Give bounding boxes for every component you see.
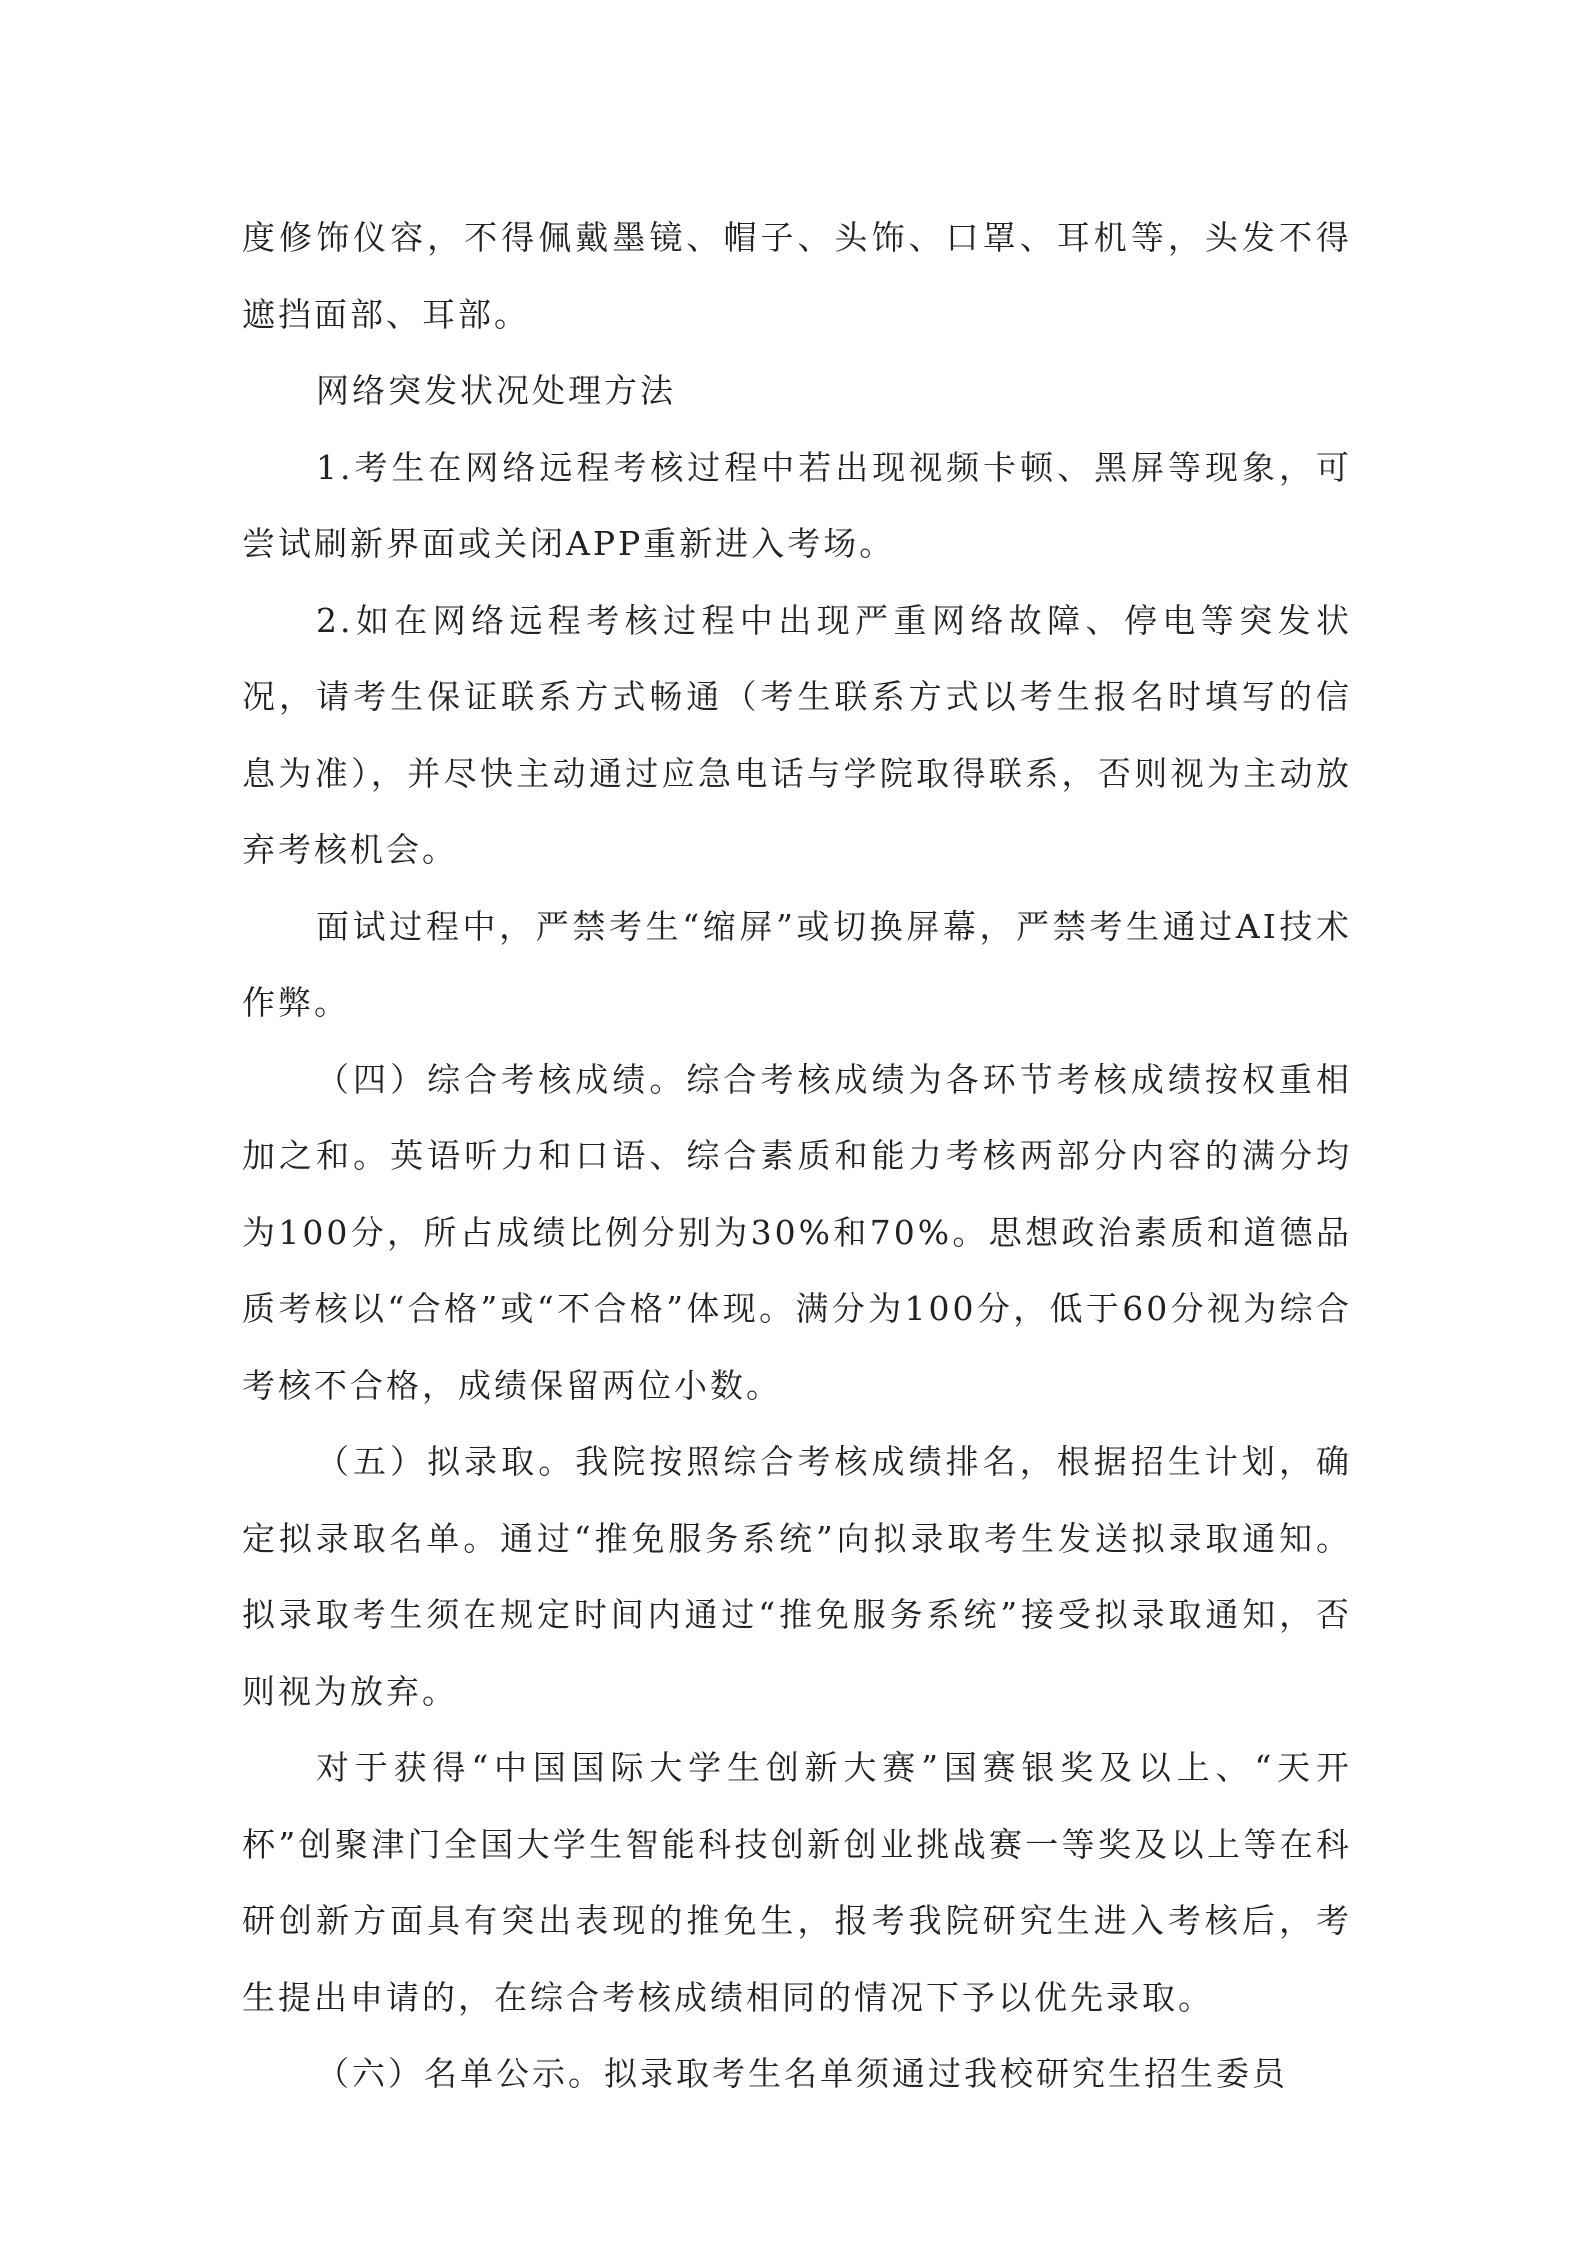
paragraph-section-5-admission: （五）拟录取。我院按照综合考核成绩排名，根据招生计划，确定拟录取名单。通过“推免服务系统”向拟录取考生发送拟录取通知。拟录取考生须在规定时间内通过“推免服务系统”接受拟录取通知，否则视为放弃。 [242,1442,1352,1711]
paragraph-network-item-2: 2.如在网络远程考核过程中出现严重网络故障、停电等突发状况，请考生保证联系方式畅通（考生联系方式以考生报名时填写的信息为准），并尽快主动通过应急电话与学院取得联系，否则视为主动放弃考核机会。 [242,600,1352,869]
paragraph-network-item-1: 1.考生在网络远程考核过程中若出现视频卡顿、黑屏等现象，可尝试刷新界面或关闭APP重新进入考场。 [242,447,1352,563]
paragraph-interview-rule: 面试过程中，严禁考生“缩屏”或切换屏幕，严禁考生通过AI技术作弊。 [242,906,1352,1022]
paragraph-priority-admission: 对于获得“中国国际大学生创新大赛”国赛银奖及以上、“天开杯”创聚津门全国大学生智能科技创新创业挑战赛一等奖及以上等在科研创新方面具有突出表现的推免生，报考我院研究生进入考核后，考生提出申请的，在综合考核成绩相同的情况下予以优先录取。 [242,1748,1352,2017]
paragraph-network-heading: 网络突发状况处理方法 [316,371,676,410]
paragraph-section-4-score: （四）综合考核成绩。综合考核成绩为各环节考核成绩按权重相加之和。英语听力和口语、综合素质和能力考核两部分内容的满分均为100分，所占成绩比例分别为30%和70%。思想政治素质和道德品质考核以“合格”或“不合格”体现。满分为100分，低于60分视为综合考核不合格，成绩保留两位小数。 [242,1059,1352,1405]
paragraph-appearance-rules: 度修饰仪容，不得佩戴墨镜、帽子、头饰、口罩、耳机等，头发不得遮挡面部、耳部。 [242,218,1352,334]
paragraph-section-6-publicity: （六）名单公示。拟录取考生名单须通过我校研究生招生委员 [316,2054,1288,2093]
document-body [242,200,1352,2113]
